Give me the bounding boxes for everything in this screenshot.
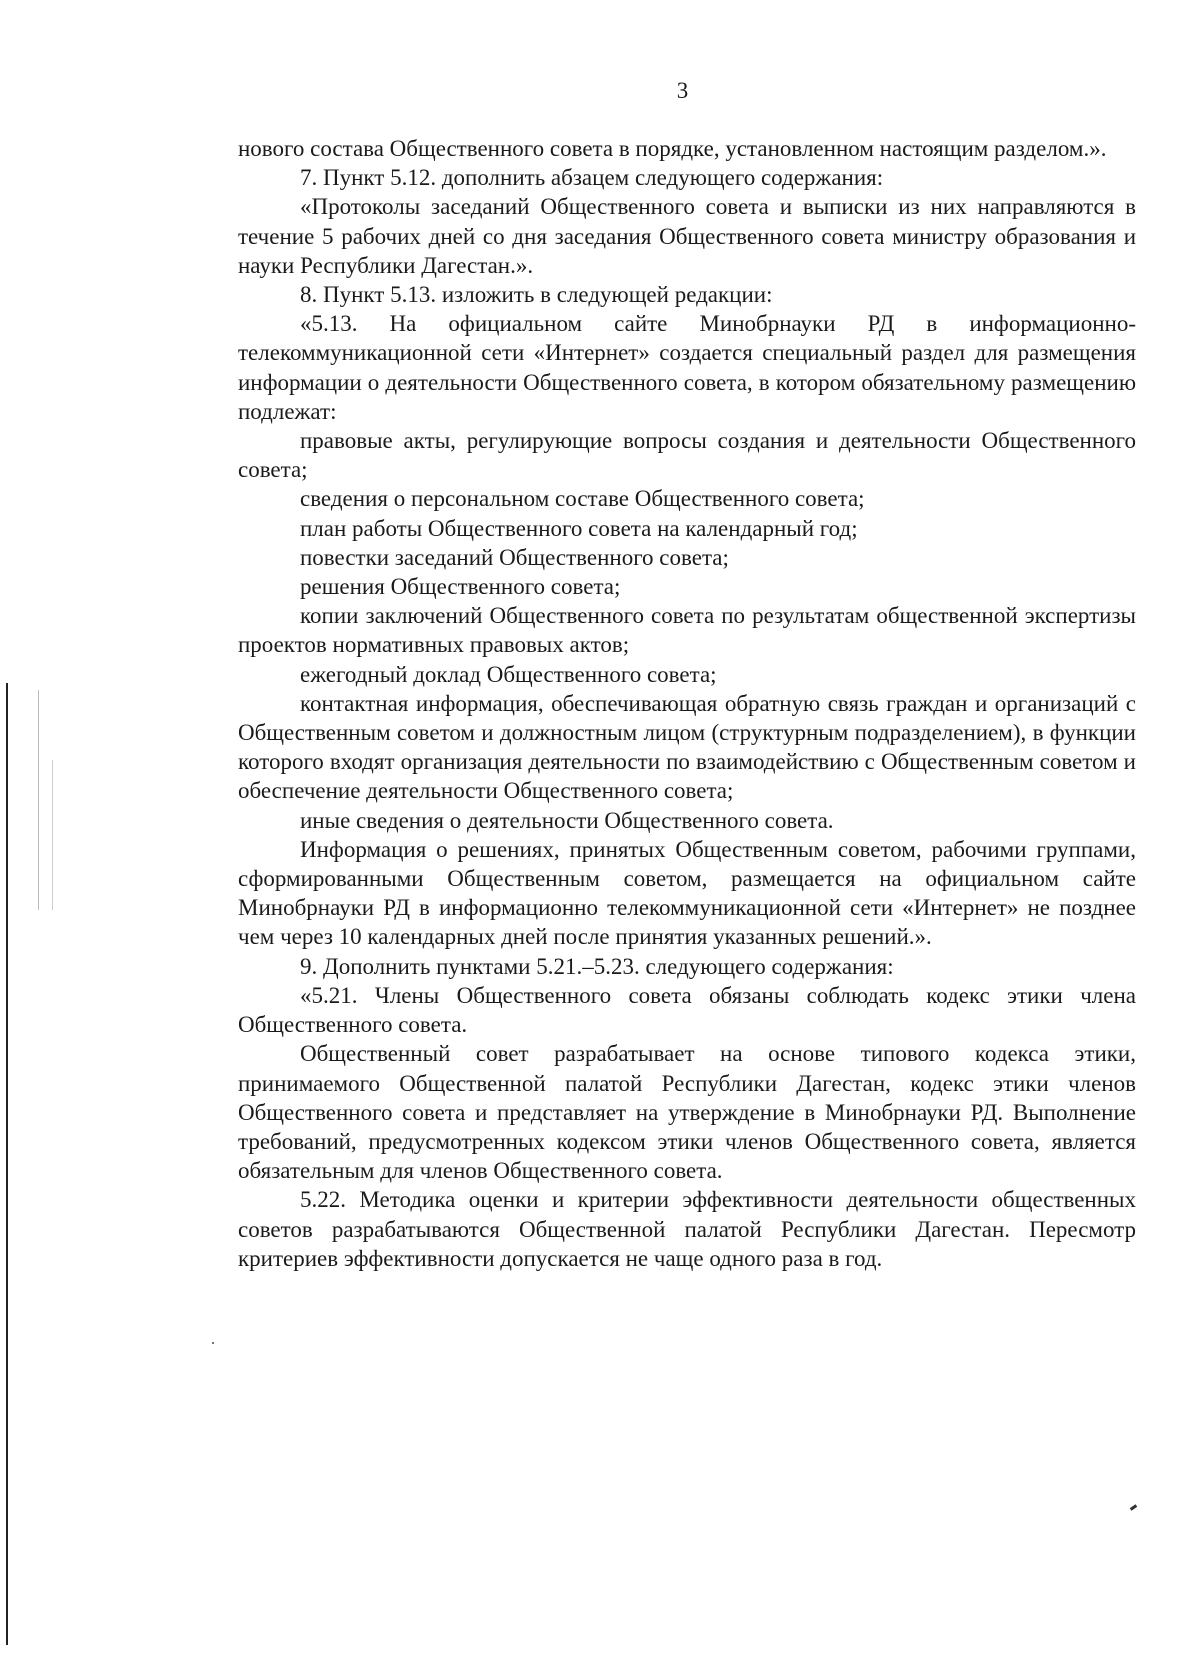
paragraph-item-7: 7. Пункт 5.12. дополнить абзацем следующего содержания: [300, 165, 884, 191]
paragraph-item-9: 9. Дополнить пунктами 5.21.–5.23. следующего содержания: [300, 953, 894, 979]
paragraph-quote-5-13: «5.13. На официальном сайте Минобрнауки РД в информационно-телекоммуникационной сети «Интернет» создается специальный раздел для размещения информации о деятельности Общественного совета, в котором обязательному размещению подлежат: [238, 311, 1136, 424]
paragraph-information: Информация о решениях, принятых Общественным советом, рабочими группами, сформированными Общественным советом, размещается на официальном сайте Минобрнауки РД в информационно телекоммуникационной сети «Интернет» не позднее чем через 10 календарных дней после принятия указанных решений.». [238, 836, 1136, 950]
paragraph-item-8: 8. Пункт 5.13. изложить в следующей редакции: [300, 282, 773, 308]
list-item: сведения о персональном составе Общественного совета; [300, 486, 865, 512]
paragraph-continuation: нового состава Общественного совета в порядке, установленном настоящим разделом.». [238, 136, 1107, 161]
paragraph-quote-5-21: «5.21. Члены Общественного совета обязаны соблюдать кодекс этики члена Общественного совета. [238, 982, 1136, 1038]
document-body [238, 134, 1136, 1273]
paragraph-ethics-code: Общественный совет разрабатывает на основе типового кодекса этики, принимаемого Общественной палатой Республики Дагестан, кодекс этики членов Общественного совета и представляет на утверждение в Минобрнауки РД. Выполнение требований, предусмотренных кодексом этики членов Общественного совета, является обязательным для членов Общественного совета. [238, 1041, 1136, 1184]
page-number: 3 [676, 78, 689, 103]
paragraph-quote-protocols: «Протоколы заседаний Общественного совета и выписки из них направляются в течение 5 рабочих дней со дня заседания Общественного совета министру образования и науки Республики Дагестан.». [238, 194, 1136, 278]
paragraph-5-22: 5.22. Методика оценки и критерии эффективности деятельности общественных советов разрабатываются Общественной палатой Республики Дагестан. Пересмотр критериев эффективности допускается не чаще одного раза в год. [238, 1187, 1136, 1271]
scan-mark [1130, 1504, 1137, 1510]
list-item: иные сведения о деятельности Общественного совета. [300, 807, 834, 833]
list-item: план работы Общественного совета на календарный год; [300, 515, 858, 541]
list-item: повестки заседаний Общественного совета; [300, 544, 729, 570]
list-item: ежегодный доклад Общественного совета; [300, 661, 717, 687]
list-item: решения Общественного совета; [300, 574, 621, 600]
list-item: копии заключений Общественного совета по результатам общественной экспертизы проектов нормативных правовых актов; [238, 603, 1136, 658]
scan-faint-line [52, 760, 53, 910]
scan-faint-line [38, 690, 39, 910]
list-item: правовые акты, регулирующие вопросы создания и деятельности Общественного совета; [238, 428, 1136, 483]
list-item: контактная информация, обеспечивающая обратную связь граждан и организаций с Общественным советом и должностным лицом (структурным подразделением), в функции которого входят организация деятельности по взаимодействию с Общественным советом и обеспечение деятельности Общественного совета; [238, 690, 1136, 804]
scan-dot [212, 1342, 214, 1344]
scan-edge-line [6, 683, 8, 1645]
